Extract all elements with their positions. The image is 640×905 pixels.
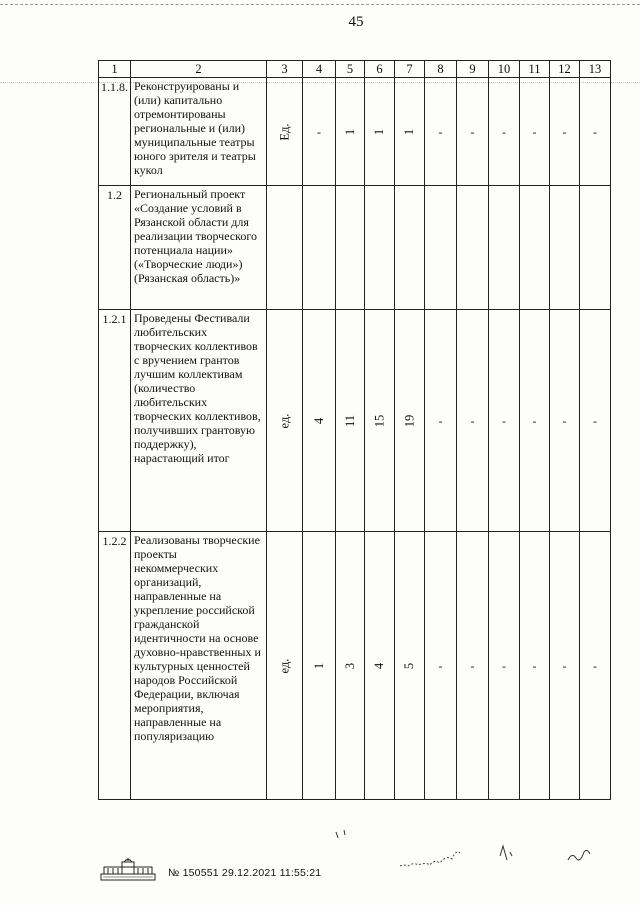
value: -	[438, 124, 443, 139]
unit-cell	[267, 78, 303, 186]
value-cell	[550, 532, 580, 800]
value-cell	[457, 186, 489, 310]
value: -	[593, 658, 597, 673]
value-cell	[580, 186, 611, 310]
value: -	[502, 124, 506, 139]
row-description: Реконструированы и (или) капитально отремонтированы региональные и (или) муниципальные театры юного зрителя и театры кукол	[131, 78, 267, 186]
value: 1	[402, 128, 417, 135]
value: -	[593, 413, 597, 428]
value-cell	[336, 532, 365, 800]
unit-cell	[267, 186, 303, 310]
table-row	[99, 532, 611, 800]
value: -	[562, 124, 567, 139]
value: -	[532, 658, 537, 673]
column-header: 12	[550, 61, 580, 78]
table-row	[99, 78, 611, 186]
page-number: 45	[348, 14, 364, 30]
indicators-table	[98, 60, 611, 800]
value-cell	[580, 532, 611, 800]
value-cell	[303, 78, 336, 186]
value-cell	[580, 310, 611, 532]
value: -	[438, 658, 443, 673]
column-header: 2	[131, 61, 267, 78]
column-header: 5	[336, 61, 365, 78]
value-cell	[489, 310, 520, 532]
value: -	[502, 413, 506, 428]
value: 15	[372, 414, 387, 427]
value-cell	[550, 310, 580, 532]
value-cell	[425, 186, 457, 310]
value-cell	[520, 78, 550, 186]
column-header: 7	[395, 61, 425, 78]
value-cell	[395, 532, 425, 800]
column-header: 13	[580, 61, 611, 78]
value: -	[593, 124, 597, 139]
value: 1	[312, 662, 326, 669]
value: 3	[343, 662, 357, 669]
value: -	[502, 658, 506, 673]
value-cell	[489, 186, 520, 310]
table-row	[99, 186, 611, 310]
value-cell	[550, 186, 580, 310]
value-cell	[425, 310, 457, 532]
unit-cell	[267, 532, 303, 800]
value: -	[562, 658, 567, 673]
row-description: Региональный проект «Создание условий в Рязанской области для реализации творческого потенциала нации» («Творческие люди») (Рязанская область)»	[131, 186, 267, 310]
value: 4	[372, 662, 387, 669]
column-header: 3	[267, 61, 303, 78]
value-cell	[425, 532, 457, 800]
value: 5	[402, 662, 417, 669]
value: -	[562, 413, 567, 428]
value: 1	[343, 128, 357, 135]
value: 11	[342, 414, 357, 427]
value: 1	[372, 128, 387, 135]
row-number: 1.2	[99, 186, 131, 310]
column-header: 4	[303, 61, 336, 78]
value-cell	[395, 310, 425, 532]
value: 4	[312, 417, 326, 424]
government-building-logo	[100, 858, 156, 882]
value: -	[470, 413, 475, 428]
value-cell	[365, 78, 395, 186]
value: -	[470, 124, 475, 139]
table-row	[99, 310, 611, 532]
value-cell	[580, 78, 611, 186]
value-cell	[457, 310, 489, 532]
value-cell	[425, 78, 457, 186]
value-cell	[520, 186, 550, 310]
column-header: 6	[365, 61, 395, 78]
value-cell	[520, 532, 550, 800]
value-cell	[550, 78, 580, 186]
value: -	[470, 658, 475, 673]
value-cell	[336, 78, 365, 186]
column-header: 1	[99, 61, 131, 78]
column-header: 10	[489, 61, 520, 78]
value: -	[438, 413, 443, 428]
column-header: 9	[457, 61, 489, 78]
unit-label: Ед.	[277, 122, 292, 141]
value-cell	[365, 532, 395, 800]
value-cell	[520, 310, 550, 532]
value: -	[532, 413, 537, 428]
value-cell	[336, 310, 365, 532]
value-cell	[395, 78, 425, 186]
value-cell	[303, 532, 336, 800]
value-cell	[365, 186, 395, 310]
row-description: Проведены Фестивали любительских творческих коллективов с вручением грантов лучшим коллективам (количество любительских творческих коллективов, получивших грантовую поддержку), нарастающий итог	[131, 310, 267, 532]
column-header: 11	[520, 61, 550, 78]
row-number: 1.2.2	[99, 532, 131, 800]
column-header: 8	[425, 61, 457, 78]
unit-cell	[267, 310, 303, 532]
unit-label: ед.	[277, 413, 292, 428]
value: -	[532, 124, 537, 139]
header-row	[99, 61, 611, 78]
value-cell	[489, 532, 520, 800]
value: 19	[402, 414, 417, 427]
value-cell	[489, 78, 520, 186]
row-number: 1.2.1	[99, 310, 131, 532]
value-cell	[303, 310, 336, 532]
value-cell	[395, 186, 425, 310]
row-description: Реализованы творческие проекты некоммерческих организаций, направленные на укрепление российской гражданской идентичности на основе духовно-нравственных и культурных ценностей народов Российской Федерации, включая мероприятия, направленные на популяризацию	[131, 532, 267, 800]
value-cell	[365, 310, 395, 532]
value-cell	[457, 78, 489, 186]
signature-marks	[330, 826, 630, 876]
value: -	[317, 124, 321, 139]
value-cell	[336, 186, 365, 310]
registration-stamp: № 150551 29.12.2021 11:55:21	[168, 867, 322, 879]
value-cell	[303, 186, 336, 310]
value-cell	[457, 532, 489, 800]
unit-label: ед.	[277, 658, 292, 673]
row-number: 1.1.8.	[99, 78, 131, 186]
scan-edge-line	[0, 4, 640, 5]
